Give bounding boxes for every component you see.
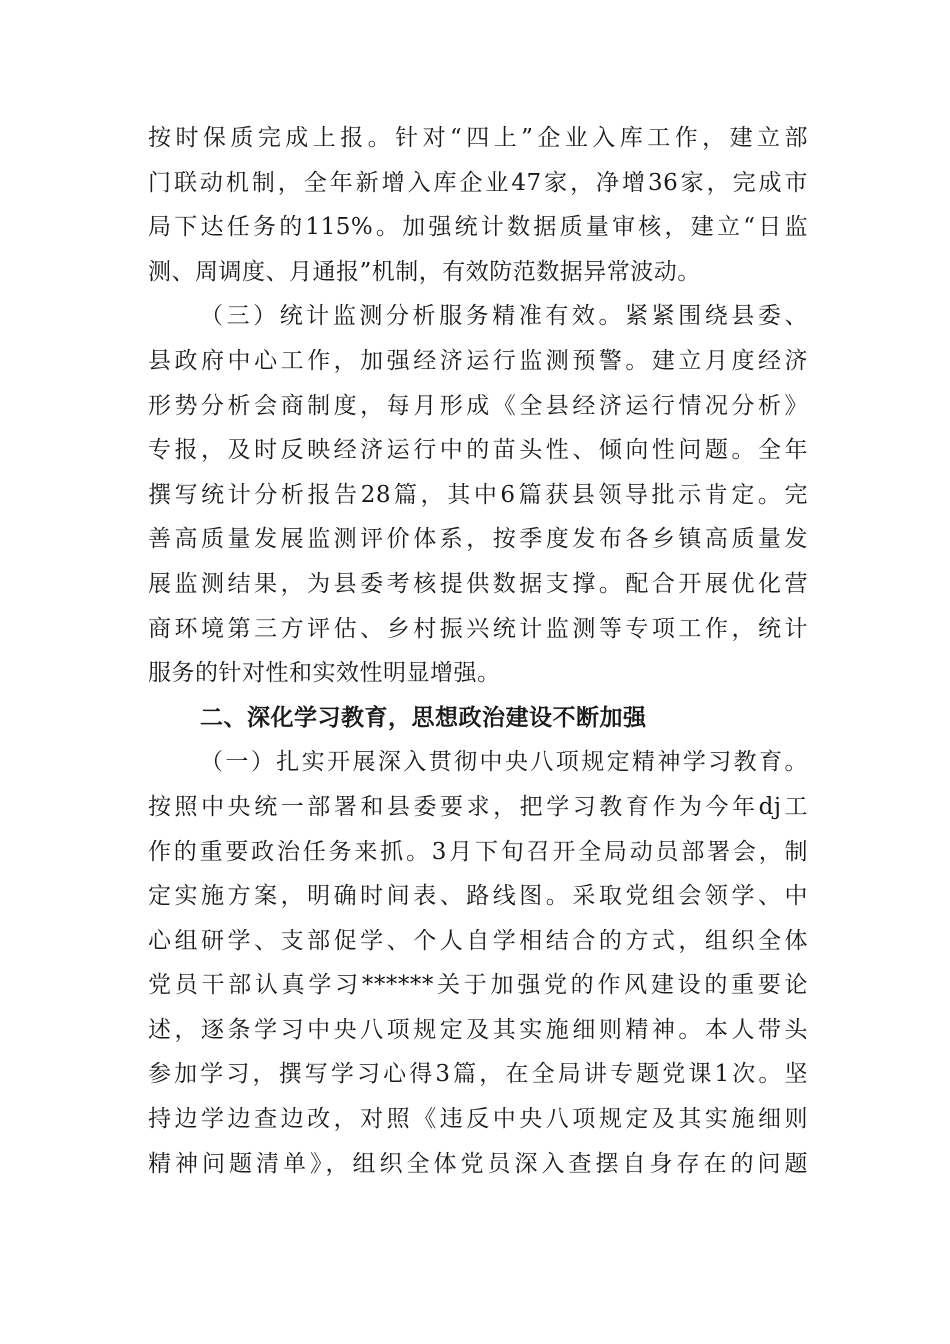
paragraph-line: 专报，及时反映经济运行中的苗头性、倾向性问题。全年 xyxy=(148,437,808,464)
paragraph-line: 撰写统计分析报告28篇，其中6篇获县领导批示肯定。完 xyxy=(148,481,808,508)
document-body xyxy=(148,116,808,1186)
paragraph-line: 持边学边查边改，对照《违反中央八项规定及其实施细则 xyxy=(148,1106,808,1133)
section-heading: 二、深化学习教育，思想政治建设不断加强 xyxy=(200,704,647,731)
paragraph-line: 测、周调度、月通报”机制，有效防范数据异常波动。 xyxy=(148,258,701,285)
section-subheading-line: （一）扎实开展深入贯彻中央八项规定精神学习教育。 xyxy=(200,749,808,776)
paragraph-line: 门联动机制，全年新增入库企业47家，净增36家，完成市 xyxy=(148,169,808,196)
paragraph-line: 述，逐条学习中央八项规定及其实施细则精神。本人带头 xyxy=(148,1016,808,1043)
paragraph-line: 商环境第三方评估、乡村振兴统计监测等专项工作，统计 xyxy=(148,615,808,642)
paragraph-line: 党员干部认真学习******关于加强党的作风建设的重要论 xyxy=(148,972,808,999)
paragraph-line: 展监测结果，为县委考核提供数据支撑。配合开展优化营 xyxy=(148,570,808,597)
paragraph-line: 心组研学、支部促学、个人自学相结合的方式，组织全体 xyxy=(148,927,808,954)
paragraph-line: 精神问题清单》，组织全体党员深入查摆自身存在的问题 xyxy=(148,1150,808,1177)
paragraph-line: 形势分析会商制度，每月形成《全县经济运行情况分析》 xyxy=(148,392,808,419)
paragraph-line: 按时保质完成上报。针对“四上”企业入库工作，建立部 xyxy=(148,125,808,151)
paragraph-line: 服务的针对性和实效性明显增强。 xyxy=(148,660,501,687)
paragraph-line: 定实施方案，明确时间表、路线图。采取党组会领学、中 xyxy=(148,883,808,910)
paragraph-line: 善高质量发展监测评价体系，按季度发布各乡镇高质量发 xyxy=(148,526,808,553)
paragraph-line: 参加学习，撰写学习心得3篇，在全局讲专题党课1次。坚 xyxy=(148,1061,808,1088)
paragraph-line: 局下达任务的115%。加强统计数据质量审核，建立“日监 xyxy=(148,214,808,241)
paragraph-line: 按照中央统一部署和县委要求，把学习教育作为今年dj工 xyxy=(148,793,808,820)
section-subheading-line: （三）统计监测分析服务精准有效。紧紧围绕县委、 xyxy=(200,303,808,330)
paragraph-line: 县政府中心工作，加强经济运行监测预警。建立月度经济 xyxy=(148,347,808,374)
paragraph-line: 作的重要政治任务来抓。3月下旬召开全局动员部署会，制 xyxy=(148,838,808,865)
